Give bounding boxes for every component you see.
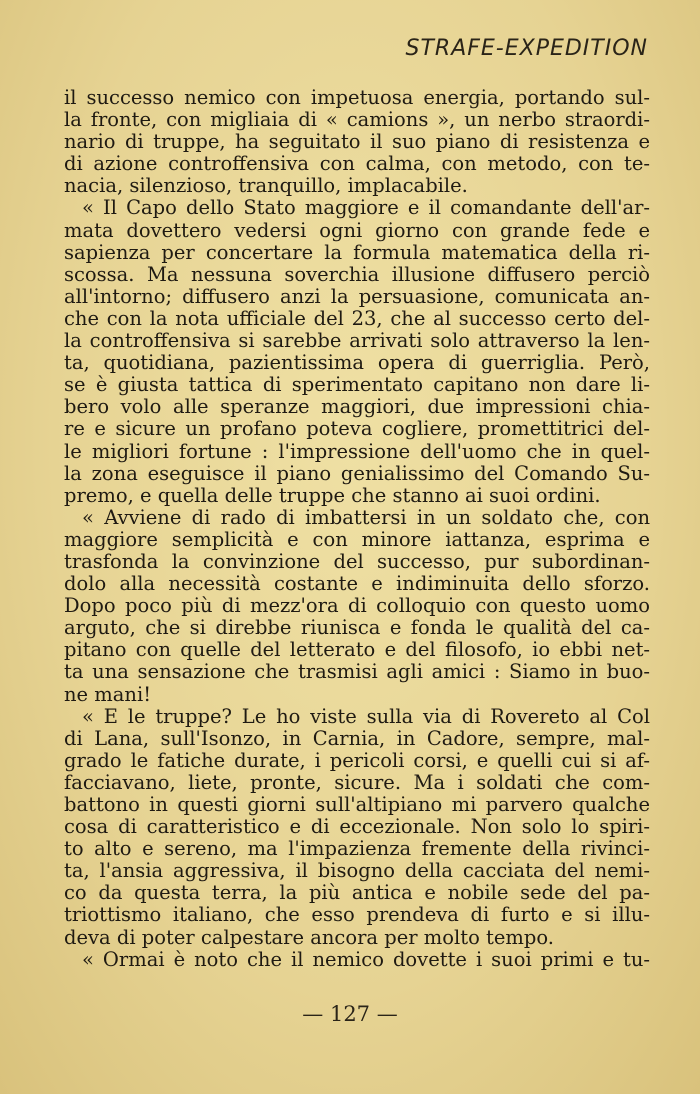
text-line: Dopo poco più di mezz'ora di colloquio con questo uomo (64, 595, 650, 618)
text-line: di Lana, sull'Isonzo, in Carnia, in Cadore, sempre, mal- (64, 727, 650, 750)
text-line: che con la nota ufficiale del 23, che al successo certo del- (64, 307, 650, 330)
text-line: la controffensiva si sarebbe arrivati solo attraverso la len- (64, 330, 650, 353)
text-line: « Ormai è noto che il nemico dovette i suoi primi e tu- (82, 948, 650, 971)
body-text (64, 87, 650, 971)
text-line: arguto, che si direbbe riunisca e fonda le qualità del ca- (64, 617, 650, 640)
running-title: STRAFE-EXPEDITION (405, 36, 648, 61)
text-line: all'intorno; diffusero anzi la persuasione, comunicata an- (64, 285, 650, 308)
text-line: grado le fatiche durate, i pericoli corsi, e quelli cui si af- (64, 749, 650, 772)
text-line: ta, quotidiana, pazientissima opera di guerriglia. Però, (64, 352, 650, 375)
text-line: nacia, silenzioso, tranquillo, implacabile. (64, 175, 468, 198)
text-line: deva di poter calpestare ancora per molto tempo. (64, 926, 554, 949)
text-line: di azione controffensiva con calma, con metodo, con te- (64, 153, 650, 176)
text-line: premo, e quella delle truppe che stanno ai suoi ordini. (64, 484, 601, 507)
text-line: scossa. Ma nessuna soverchia illusione diffusero perciò (64, 263, 650, 286)
text-line: nario di truppe, ha seguitato il suo piano di resistenza e (64, 131, 650, 154)
text-line: « Il Capo dello Stato maggiore e il comandante dell'ar- (82, 197, 650, 220)
page-number: — 127 — (302, 1002, 398, 1026)
text-line: la zona eseguisce il piano genialissimo del Comando Su- (64, 462, 650, 485)
text-line: pitano con quelle del letterato e del filosofo, io ebbi net- (64, 639, 650, 662)
text-line: ne mani! (64, 683, 152, 706)
text-line: « E le truppe? Le ho viste sulla via di Rovereto al Col (82, 705, 650, 728)
text-line: facciavano, liete, pronte, sicure. Ma i soldati che com- (64, 771, 650, 794)
text-line: la fronte, con migliaia di « camions », un nerbo straordi- (64, 109, 650, 132)
text-line: se è giusta tattica di sperimentato capitano non dare li- (64, 374, 650, 397)
text-line: trasfonda la convinzione del successo, pur subordinan- (64, 550, 650, 573)
text-line: ta, l'ansia aggressiva, il bisogno della cacciata del nemi- (64, 860, 650, 883)
text-line: ta una sensazione che trasmisi agli amici : Siamo in buo- (64, 661, 650, 684)
text-line: bero volo alle speranze maggiori, due impressioni chia- (64, 396, 650, 419)
text-line: battono in questi giorni sull'altipiano mi parvero qualche (64, 794, 650, 816)
text-line: triottismo italiano, che esso prendeva di furto e si illu- (64, 904, 650, 927)
text-line: mata dovettero vedersi ogni giorno con grande fede e (64, 219, 650, 242)
text-line: le migliori fortune : l'impressione dell'uomo che in quel- (64, 440, 650, 463)
text-line: maggiore semplicità e con minore iattanza, esprima e (64, 528, 650, 551)
text-line: re e sicure un profano poteva cogliere, promettitrici del- (64, 418, 650, 441)
text-line: « Avviene di rado di imbattersi in un soldato che, con (82, 506, 650, 529)
text-line: dolo alla necessità costante e indiminuita dello sforzo. (64, 573, 650, 596)
text-line: cosa di caratteristico e di eccezionale. Non solo lo spiri- (64, 816, 650, 839)
text-line: co da questa terra, la più antica e nobile sede del pa- (64, 882, 650, 905)
text-line: sapienza per concertare la formula matematica della ri- (64, 241, 650, 264)
text-line: to alto e sereno, ma l'impazienza fremente della rivinci- (64, 838, 650, 861)
text-line: il successo nemico con impetuosa energia, portando sul- (64, 87, 650, 109)
